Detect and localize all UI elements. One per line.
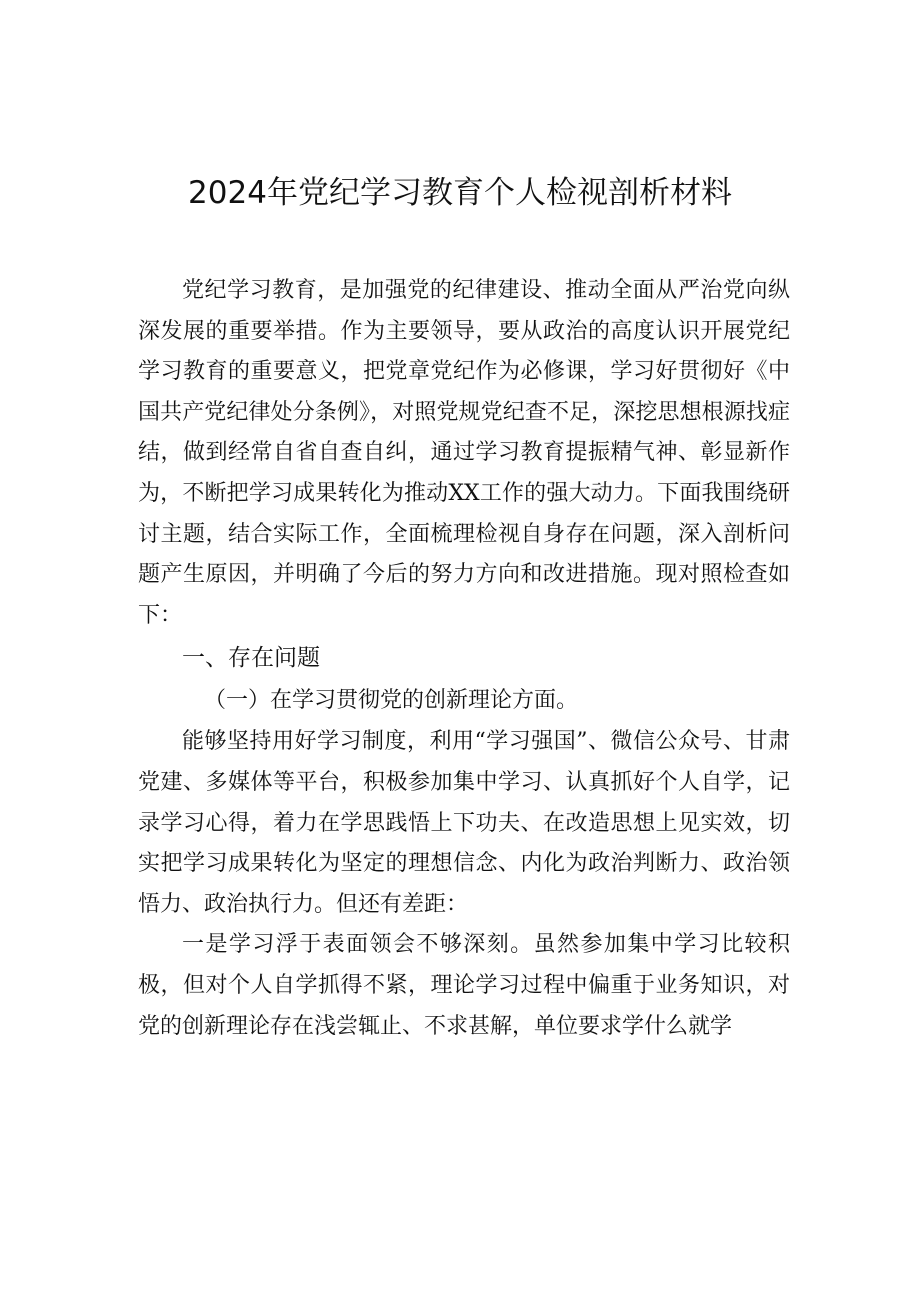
subsection-heading-theory: （一）在学习贯彻党的创新理论方面。 (204, 688, 579, 714)
intro-paragraph: 党纪学习教育，是加强党的纪律建设、推动全面从严治党向纵深发展的重要举措。作为主要领导，要从政治的高度认识开展党纪学习教育的重要意义，把党章党纪作为必修课，学习好贯彻好《中国共产党纪律处分条例》，对照党规党纪查不足，深挖思想根源找症结，做到经常自省自查自纠，通过学习教育提振精气神、彰显新作为，不断把学习成果转化为推动XX工作的强大动力。下面我围绕研讨主题，结合实际工作，全面梳理检视自身存在问题，深入剖析问题产生原因，并明确了今后的努力方向和改进措施。现对照检查如下： (138, 278, 790, 628)
document-body (138, 271, 790, 1047)
document-title: 2024年党纪学习教育个人检视剖析材料 (188, 175, 732, 211)
body-paragraph: 一是学习浮于表面领会不够深刻。虽然参加集中学习比较积极，但对个人自学抓得不紧，理论学习过程中偏重于业务知识，对党的创新理论存在浅尝辄止、不求甚解，单位要求学什么就学 (138, 932, 790, 1039)
body-paragraph: 能够坚持用好学习制度，利用“学习强国”、微信公众号、甘肃党建、多媒体等平台，积极参加集中学习、认真抓好个人自学，记录学习心得，着力在学思践悟上下功夫、在改造思想上见实效，切实把学习成果转化为坚定的理想信念、内化为政治判断力、政治领悟力、政治执行力。但还有差距： (138, 729, 790, 917)
section-heading-problems: 一、存在问题 (182, 645, 320, 672)
